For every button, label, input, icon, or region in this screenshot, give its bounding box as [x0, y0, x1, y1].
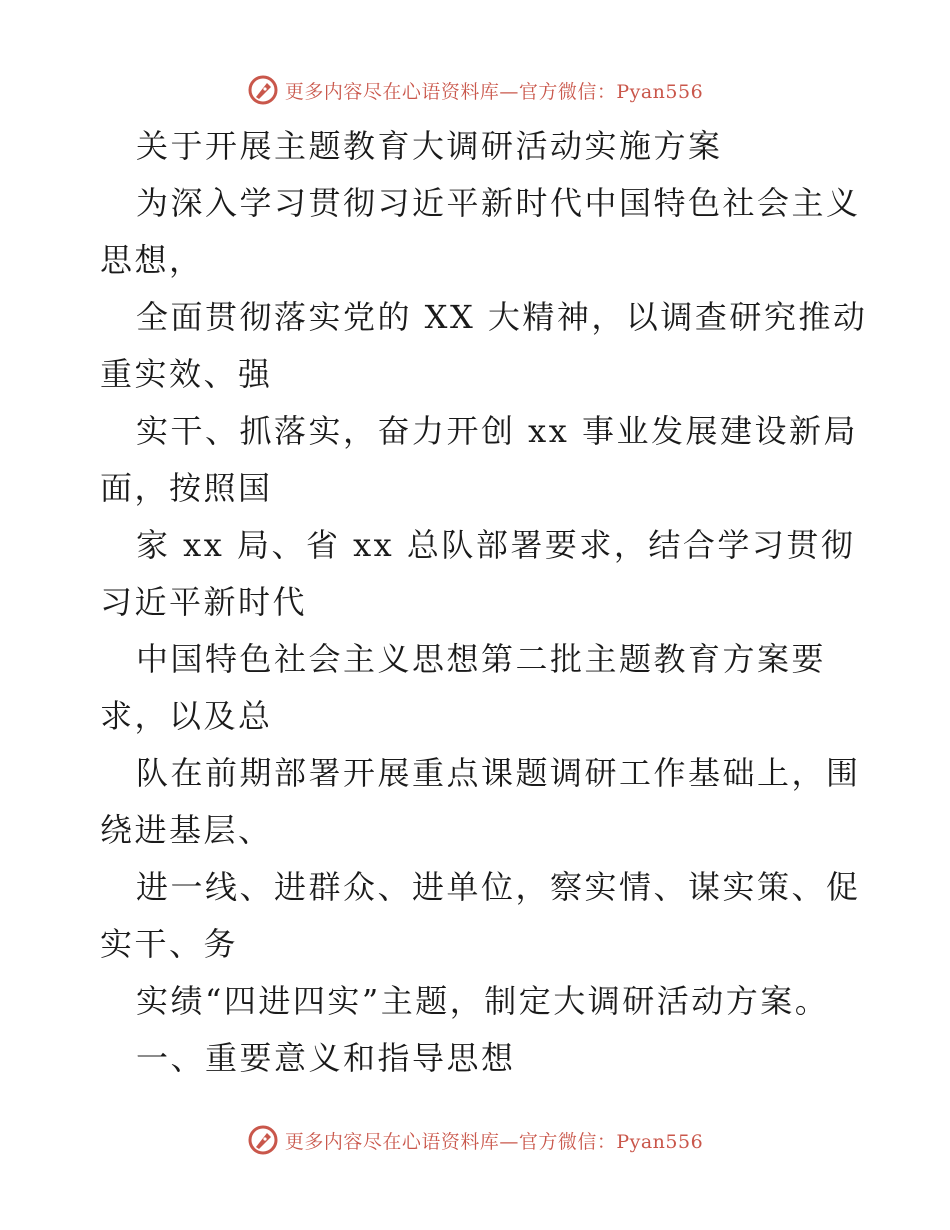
document-line: 关于开展主题教育大调研活动实施方案	[136, 127, 723, 165]
document-line: 重实效、强	[100, 355, 273, 393]
document-line: 进一线、进群众、进单位，察实情、谋实策、促	[136, 868, 861, 906]
pen-nib-logo-icon	[247, 1124, 279, 1156]
document-line: 实干、抓落实，奋力开创 xx 事业发展建设新局	[136, 412, 858, 450]
footer-banner	[0, 1120, 950, 1160]
document-line: 习近平新时代	[100, 583, 308, 621]
document-line: 中国特色社会主义思想第二批主题教育方案要	[136, 640, 827, 678]
document-line: 求，以及总	[100, 697, 273, 735]
document-body	[100, 118, 868, 1087]
document-line: 面，按照国	[100, 469, 273, 507]
document-line: 绕进基层、	[100, 811, 273, 849]
header-banner	[0, 70, 950, 110]
document-line: 全面贯彻落实党的 XX 大精神，以调查研究推动	[136, 298, 868, 336]
document-line: 实绩“四进四实”主题，制定大调研活动方案。	[136, 982, 830, 1020]
document-line: 队在前期部署开展重点课题调研工作基础上，围	[136, 754, 861, 792]
footer-banner-text: 更多内容尽在心语资料库—官方微信：Pyan556	[284, 1130, 704, 1153]
header-banner-text: 更多内容尽在心语资料库—官方微信：Pyan556	[284, 80, 704, 103]
document-line: 家 xx 局、省 xx 总队部署要求，结合学习贯彻	[136, 526, 856, 564]
document-line: 一、重要意义和指导思想	[136, 1039, 516, 1077]
document-line: 思想，	[100, 241, 204, 279]
pen-nib-logo-icon	[247, 74, 279, 106]
document-line: 实干、务	[100, 925, 239, 963]
document-line: 为深入学习贯彻习近平新时代中国特色社会主义	[136, 184, 861, 222]
